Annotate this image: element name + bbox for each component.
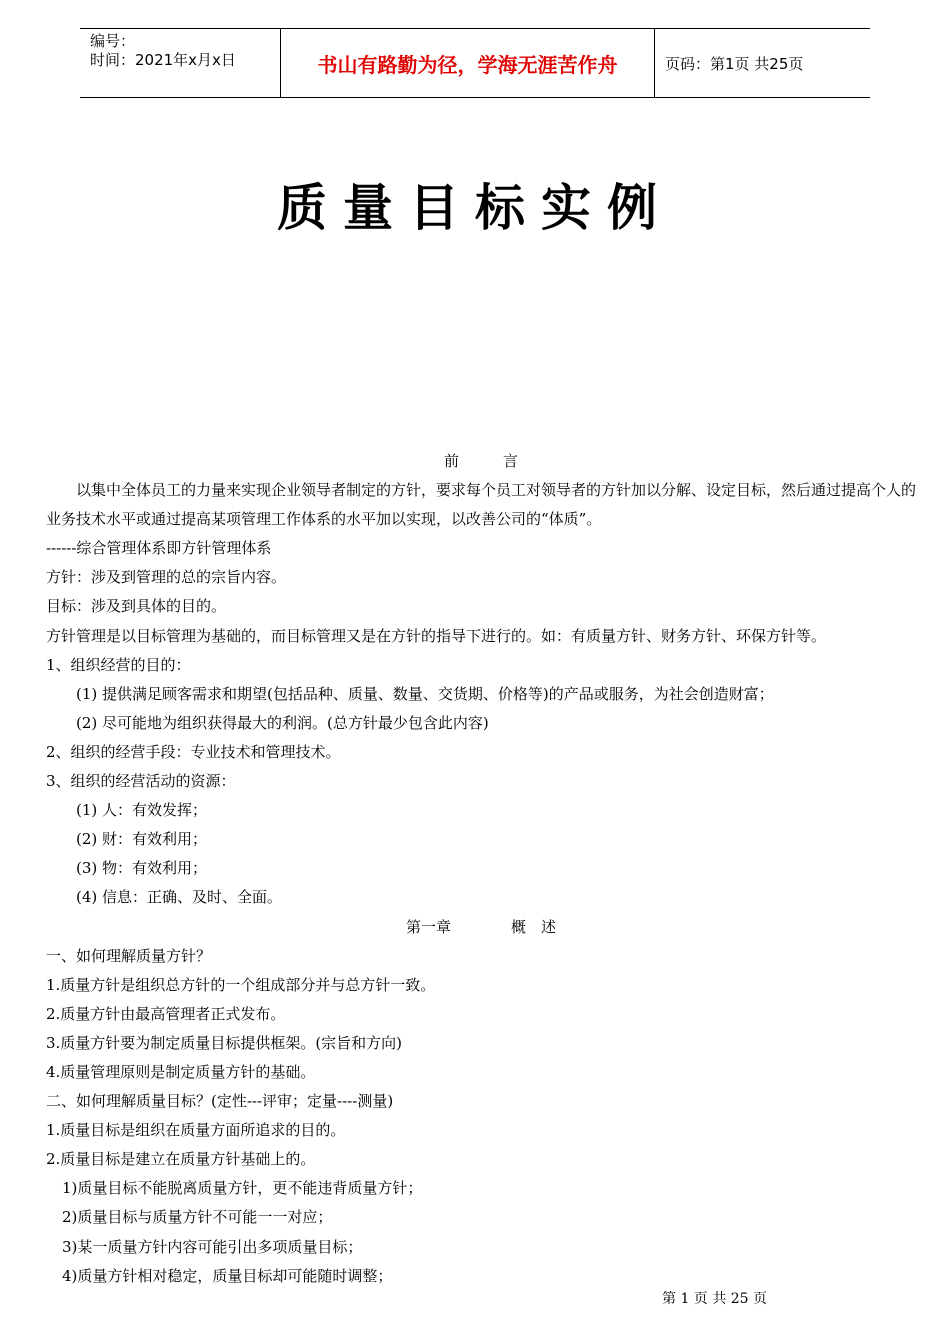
sub-list-item: 1)质量目标不能脱离质量方针，更不能违背质量方针； [62, 1179, 423, 1198]
list-item: 1.质量目标是组织在质量方面所追求的目的。 [46, 1121, 346, 1140]
list-item: 4.质量管理原则是制定质量方针的基础。 [46, 1062, 316, 1081]
header-page-info: 页码：第1页 共25页 [665, 54, 804, 73]
sub-list-item: 2)质量目标与质量方针不可能一一对应； [62, 1208, 333, 1227]
header-motto: 书山有路勤为径，学海无涯苦作舟 [280, 29, 655, 97]
preface-line: 目标：涉及到具体的目的。 [46, 597, 227, 616]
list-item: 3.质量方针要为制定质量目标提供框架。(宗旨和方向) [46, 1033, 403, 1052]
means-line: 2、组织的经营手段：专业技术和管理技术。 [46, 742, 341, 761]
resource-item: (4) 信息：正确、及时、全面。 [76, 888, 283, 907]
preface-line: ------综合管理体系即方针管理体系 [46, 539, 272, 558]
preface-line: 1、组织经营的目的： [46, 655, 191, 674]
resource-item: (3) 物：有效利用； [76, 859, 208, 878]
resource-item: (2) 财：有效利用； [76, 830, 208, 849]
serial-label: 编号： [90, 32, 136, 50]
list-item: 2.质量目标是建立在质量方针基础上的。 [46, 1150, 316, 1169]
sub-list-item: 4)质量方针相对稳定，质量目标却可能随时调整； [62, 1266, 393, 1285]
resource-item: (1) 人：有效发挥； [76, 801, 208, 820]
sub-list-item: 3)某一质量方针内容可能引出多项质量目标； [62, 1237, 363, 1256]
purpose-item: (2) 尽可能地为组织获得最大的利润。(总方针最少包含此内容) [76, 713, 489, 732]
preface-paragraph: 以集中全体员工的力量来实现企业领导者制定的方针，要求每个员工对领导者的方针加以分解、设定目标，然后通过提高个人的业务技术水平或通过提高某项管理工作体系的水平加以实现，以改善公司的“体质”。 [46, 481, 917, 529]
preface-line: 方针：涉及到管理的总的宗旨内容。 [46, 568, 287, 587]
chapter-heading: 第一章 概 述 [405, 917, 557, 936]
question-heading: 一、如何理解质量方针？ [46, 946, 212, 965]
header-meta [80, 29, 280, 97]
list-item: 1.质量方针是组织总方针的一个组成部分并与总方针一致。 [46, 975, 436, 994]
list-item: 2.质量方针由最高管理者正式发布。 [46, 1004, 286, 1023]
page-footer: 第 1 页 共 25 页 [662, 1291, 767, 1307]
preface-heading: 前 言 [443, 452, 519, 470]
page-header [80, 28, 870, 98]
purpose-item: (1) 提供满足顾客需求和期望(包括品种、质量、数量、交货期、价格等)的产品或服务，为社会创造财富； [76, 684, 774, 703]
document-title: 质量目标实例 [277, 178, 673, 237]
time-label: 时间：2021年x月x日 [90, 51, 236, 69]
preface-line: 方针管理是以目标管理为基础的，而目标管理又是在方针的指导下进行的。如：有质量方针、财务方针、环保方针等。 [46, 626, 827, 645]
document-body [46, 447, 916, 1291]
question-heading: 二、如何理解质量目标？(定性---评审；定量----测量) [46, 1092, 394, 1111]
resources-heading: 3、组织的经营活动的资源： [46, 772, 236, 791]
